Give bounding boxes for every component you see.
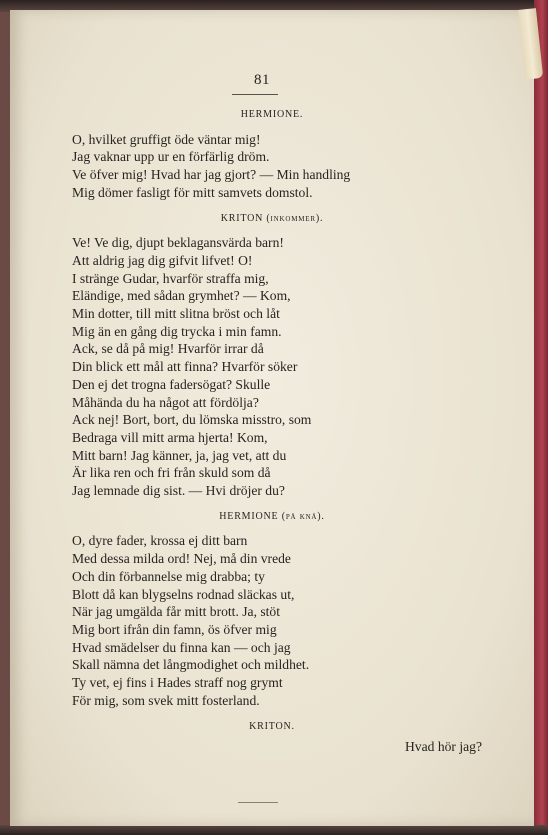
verse-line: Ve öfver mig! Hvad har jag gjort? — Min handling <box>72 167 351 183</box>
verse-line: Är lika ren och fri från skuld som då <box>72 465 271 481</box>
verse-line: Mig bort ifrån din famn, ös öfver mig <box>72 621 277 637</box>
footer-rule <box>238 802 278 803</box>
verse-line: Mig dömer fasligt för mitt samvets domstol. <box>72 184 313 200</box>
page-number: 81 <box>254 72 270 88</box>
book-cover-right-edge <box>534 0 548 835</box>
speaker-heading: KRITON (inkommer). <box>220 212 324 224</box>
speaker-heading: HERMIONE (på knä). <box>219 510 325 522</box>
verse-line: Jag lemnade dig sist. — Hvi dröjer du? <box>72 483 285 499</box>
speaker-heading: KRITON. <box>249 720 295 732</box>
verse-line: O, hvilket gruffigt öde väntar mig! <box>72 131 261 147</box>
verse-line: Ve! Ve dig, djupt beklagansvärda barn! <box>72 235 284 251</box>
verse-line: Jag vaknar upp ur en förfärlig dröm. <box>72 149 270 165</box>
header-rule <box>232 94 278 95</box>
verse-line: Mig än en gång dig trycka i min famn. <box>72 323 282 339</box>
verse-line: Hvad smädelser du finna kan — och jag <box>72 639 291 655</box>
verse-line: Ty vet, ej fins i Hades straff nog grymt <box>72 675 283 691</box>
verse-line: Din blick ett mål att finna? Hvarför söker <box>72 359 298 375</box>
verse-line: Med dessa milda ord! Nej, må din vrede <box>72 551 291 567</box>
verse-line: Måhända du ha något att fördölja? <box>72 394 259 410</box>
verse-line: När jag umgälda får mitt brott. Ja, stöt <box>72 604 281 620</box>
verse-line: Min dotter, till mitt slitna bröst och låt <box>72 306 280 322</box>
verse-line-final: Hvad hör jag? <box>404 739 482 755</box>
verse-line: För mig, som svek mitt fosterland. <box>72 692 260 708</box>
verse-line: Eländige, med sådan grymhet? — Kom, <box>72 288 291 304</box>
verse-line: Ack, se då på mig! Hvarför irrar då <box>72 341 264 357</box>
verse-line: Bedraga vill mitt arma hjerta! Kom, <box>72 429 268 445</box>
speaker-heading: HERMIONE. <box>240 109 304 120</box>
verse-line: Mitt barn! Jag känner, ja, jag vet, att du <box>72 447 287 463</box>
book-cover-bottom-edge <box>0 825 548 835</box>
verse-line: Och din förbannelse mig drabba; ty <box>72 568 265 584</box>
verse-line: Den ej det trogna fadersögat? Skulle <box>72 376 271 392</box>
verse-line: I stränge Gudar, hvarför straffa mig, <box>72 270 269 286</box>
verse-line: O, dyre fader, krossa ej ditt barn <box>72 533 248 549</box>
verse-line: Blott då kan blygselns rodnad släckas ut, <box>72 586 295 602</box>
play-text <box>72 106 482 756</box>
verse-line: Ack nej! Bort, bort, du lömska misstro, som <box>72 412 312 428</box>
verse-line: Att aldrig jag dig gifvit lifvet! O! <box>72 252 253 268</box>
verse-line: Skall nämna det långmodighet och mildhet. <box>72 657 310 673</box>
page-sheet <box>10 10 534 826</box>
